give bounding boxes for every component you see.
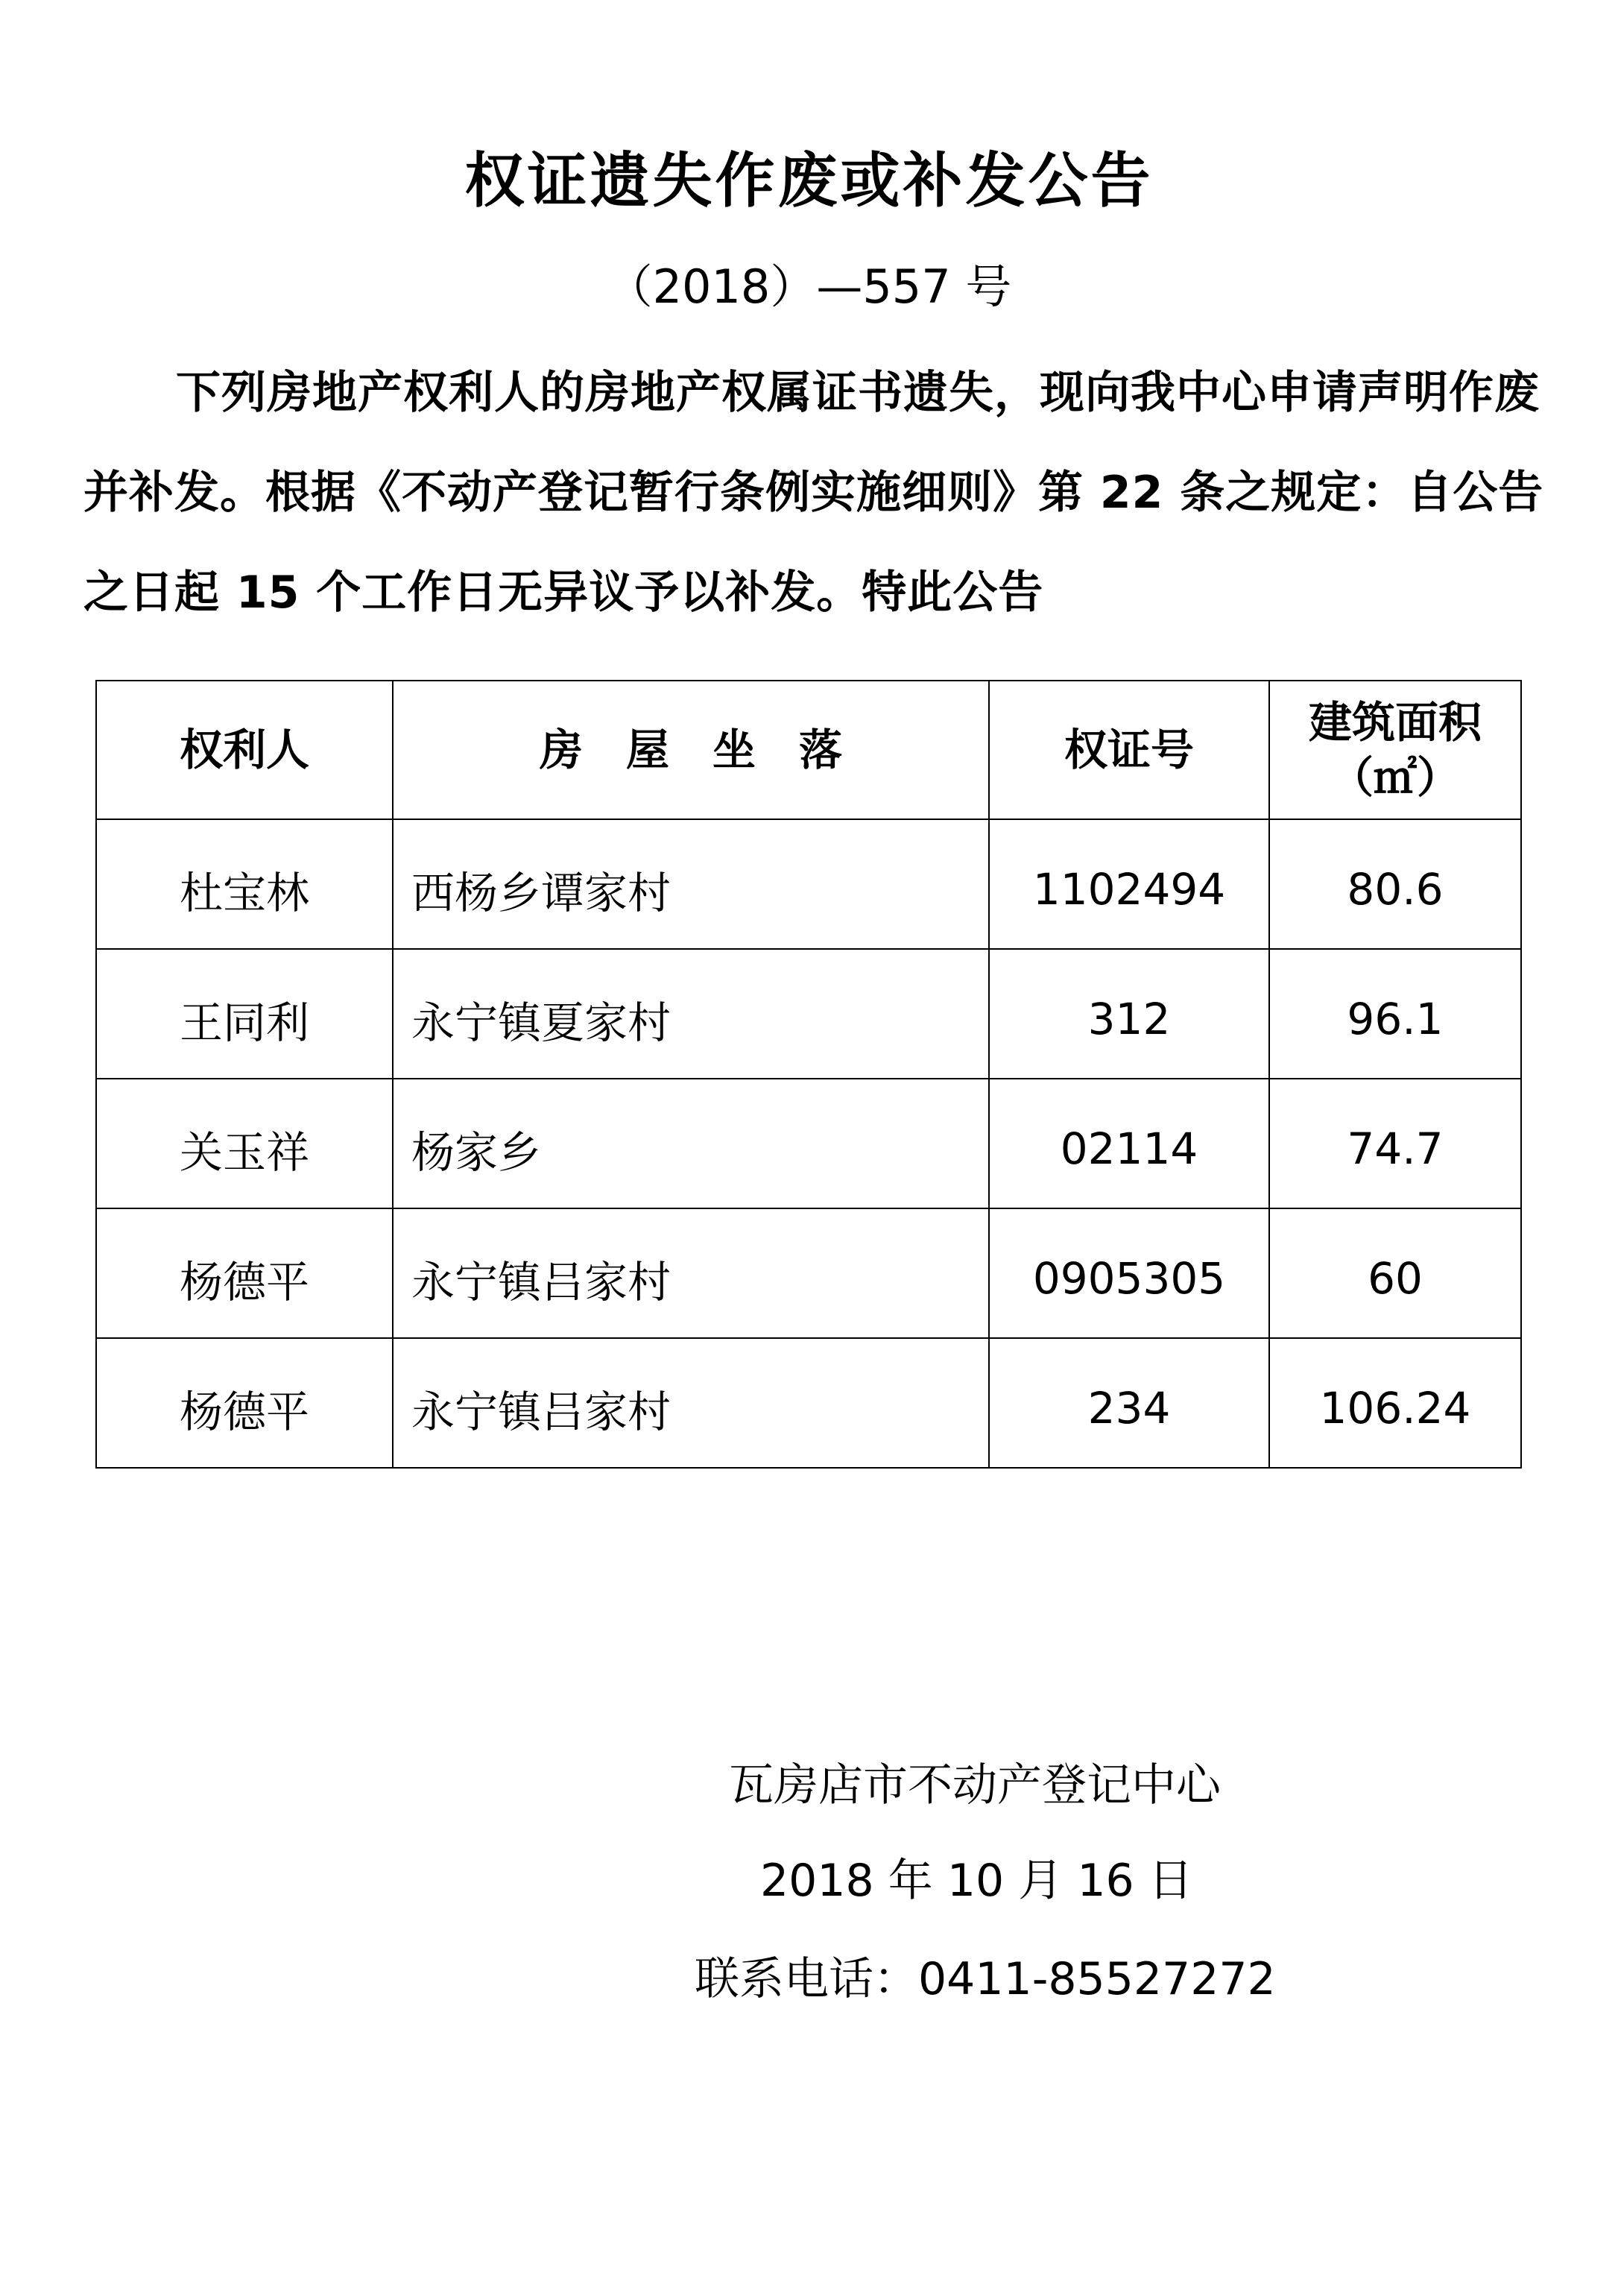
issue-date: 2018 年 10 月 16 日 [760, 1855, 1193, 1907]
lost-certificate-table [95, 680, 1522, 1469]
cell-location: 永宁镇夏家村 [393, 949, 989, 1079]
cell-area: 60 [1269, 1208, 1521, 1338]
contact-phone: 联系电话：0411-85527272 [695, 1953, 1276, 2005]
cell-area: 96.1 [1269, 949, 1521, 1079]
table-row [96, 949, 1521, 1079]
header-owner: 权利人 [96, 681, 393, 819]
cell-area: 80.6 [1269, 819, 1521, 949]
header-cert-no: 权证号 [989, 681, 1269, 819]
cell-cert-no: 1102494 [989, 819, 1269, 949]
header-location: 房 屋 坐 落 [393, 681, 989, 819]
cell-location: 永宁镇吕家村 [393, 1338, 989, 1468]
notice-title: 权证遗失作废或补发公告 [464, 146, 1154, 215]
cell-location: 杨家乡 [393, 1079, 989, 1208]
table-row [96, 1208, 1521, 1338]
cell-owner: 杨德平 [96, 1338, 393, 1468]
cell-location: 西杨乡谭家村 [393, 819, 989, 949]
cell-cert-no: 02114 [989, 1079, 1269, 1208]
cell-area: 74.7 [1269, 1079, 1521, 1208]
header-area [1269, 681, 1521, 819]
table-row [96, 1338, 1521, 1468]
cell-location: 永宁镇吕家村 [393, 1208, 989, 1338]
table-header-row [96, 681, 1521, 819]
cell-owner: 王同利 [96, 949, 393, 1079]
cell-area: 106.24 [1269, 1338, 1521, 1468]
cell-cert-no: 312 [989, 949, 1269, 1079]
document-number: （2018）—557 号 [606, 259, 1012, 314]
cell-cert-no: 234 [989, 1338, 1269, 1468]
header-area-unit: （㎡） [1330, 752, 1460, 803]
cell-cert-no: 0905305 [989, 1208, 1269, 1338]
header-area-label: 建筑面积 [1308, 697, 1482, 748]
issuing-organization: 瓦房店市不动产登记中心 [729, 1759, 1221, 1811]
cell-owner: 杨德平 [96, 1208, 393, 1338]
cell-owner: 杜宝林 [96, 819, 393, 949]
table-row [96, 1079, 1521, 1208]
notice-body: 下列房地产权利人的房地产权属证书遗失，现向我中心申请声明作废并补发。根据《不动产登记暂行条例实施细则》第 22 条之规定：自公告之日起 15 个工作日无异议予以补发。特此公告 [83, 367, 1544, 619]
table-row [96, 819, 1521, 949]
cell-owner: 关玉祥 [96, 1079, 393, 1208]
